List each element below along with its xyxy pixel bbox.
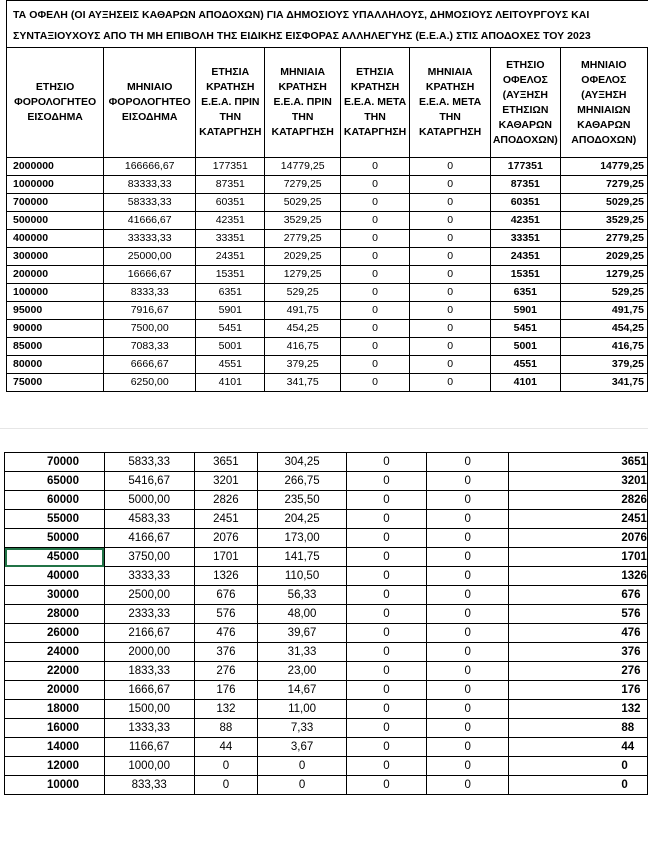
- table-row: [7, 194, 648, 212]
- table-cell[interactable]: 4583,33: [104, 510, 194, 529]
- table-cell[interactable]: 4101: [196, 374, 265, 392]
- table-cell[interactable]: 4166,67: [104, 529, 194, 548]
- table-cell[interactable]: 2500,00: [104, 586, 194, 605]
- table-cell[interactable]: 0: [340, 194, 409, 212]
- table-cell[interactable]: 24000: [5, 643, 105, 662]
- table-cell[interactable]: 304,25: [258, 453, 347, 472]
- table-row: [7, 212, 648, 230]
- table-cell[interactable]: 0: [410, 302, 491, 320]
- top-table-panel: [4, 0, 648, 410]
- table-cell[interactable]: 0: [427, 719, 509, 738]
- table-cell[interactable]: 90000: [7, 320, 104, 338]
- table-cell[interactable]: 491,75: [265, 302, 341, 320]
- table-row: [5, 662, 648, 681]
- table-cell[interactable]: 700000: [7, 194, 104, 212]
- table-cell[interactable]: 0: [346, 738, 426, 757]
- table-row: [5, 453, 648, 472]
- table-row: [5, 738, 648, 757]
- table-cell[interactable]: 11,00: [258, 700, 347, 719]
- table-cell[interactable]: 0: [427, 510, 509, 529]
- table-cell[interactable]: 0: [346, 662, 426, 681]
- table-cell[interactable]: 300000: [7, 248, 104, 266]
- table-cell[interactable]: 0: [509, 776, 648, 795]
- table-cell[interactable]: 341,75: [265, 374, 341, 392]
- table-cell[interactable]: 7279,25: [265, 176, 341, 194]
- table-body-bottom: [5, 453, 648, 795]
- table-cell[interactable]: 1326: [509, 567, 648, 586]
- table-row: [5, 491, 648, 510]
- table-cell[interactable]: 0: [410, 338, 491, 356]
- table-cell[interactable]: 5451: [196, 320, 265, 338]
- table-cell[interactable]: 0: [427, 548, 509, 567]
- table-row: [7, 302, 648, 320]
- table-cell[interactable]: 7,33: [258, 719, 347, 738]
- table-row: [7, 284, 648, 302]
- table-cell[interactable]: 5901: [196, 302, 265, 320]
- table-cell[interactable]: 3651: [194, 453, 258, 472]
- table-cell[interactable]: 0: [340, 284, 409, 302]
- table-cell[interactable]: 2076: [194, 529, 258, 548]
- table-body-top: [7, 158, 648, 392]
- benefits-table-bottom: [4, 452, 648, 795]
- table-cell[interactable]: 33351: [196, 230, 265, 248]
- table-row: [5, 529, 648, 548]
- table-cell[interactable]: 0: [346, 510, 426, 529]
- table-cell[interactable]: 416,75: [560, 338, 647, 356]
- table-cell[interactable]: 0: [410, 212, 491, 230]
- table-cell[interactable]: 0: [346, 605, 426, 624]
- table-cell[interactable]: 44: [194, 738, 258, 757]
- table-cell[interactable]: 5451: [491, 320, 561, 338]
- table-cell[interactable]: 83333,33: [104, 176, 196, 194]
- table-cell[interactable]: 39,67: [258, 624, 347, 643]
- column-header[interactable]: ΕΤΗΣΙΟ ΟΦΕΛΟΣ (ΑΥΞΗΣΗ ΕΤΗΣΙΩΝ ΚΑΘΑΡΩΝ ΑΠΟΔΟΧΩΝ): [491, 48, 561, 158]
- table-cell[interactable]: 75000: [7, 374, 104, 392]
- table-cell[interactable]: 491,75: [560, 302, 647, 320]
- table-cell[interactable]: 0: [410, 266, 491, 284]
- table-cell[interactable]: 58333,33: [104, 194, 196, 212]
- table-cell[interactable]: 0: [410, 176, 491, 194]
- column-header[interactable]: ΕΤΗΣΙΑ ΚΡΑΤΗΣΗ Ε.Ε.Α. ΠΡΙΝ ΤΗΝ ΚΑΤΑΡΓΗΣΗ: [196, 48, 265, 158]
- table-cell[interactable]: 0: [346, 529, 426, 548]
- table-cell[interactable]: 0: [410, 194, 491, 212]
- table-cell[interactable]: 5001: [491, 338, 561, 356]
- table-row: [5, 643, 648, 662]
- table-cell[interactable]: 379,25: [560, 356, 647, 374]
- table-cell[interactable]: 15351: [196, 266, 265, 284]
- table-cell[interactable]: 14779,25: [265, 158, 341, 176]
- table-cell[interactable]: 379,25: [265, 356, 341, 374]
- table-cell[interactable]: 0: [346, 548, 426, 567]
- table-row: [7, 230, 648, 248]
- table-cell[interactable]: 1279,25: [265, 266, 341, 284]
- table-cell[interactable]: 0: [427, 738, 509, 757]
- table-cell[interactable]: 0: [346, 681, 426, 700]
- page-title: [6, 0, 648, 48]
- table-row: [5, 776, 648, 795]
- table-cell[interactable]: 95000: [7, 302, 104, 320]
- table-cell[interactable]: 6666,67: [104, 356, 196, 374]
- table-cell[interactable]: 87351: [196, 176, 265, 194]
- table-cell[interactable]: 1326: [194, 567, 258, 586]
- table-cell[interactable]: 0: [427, 567, 509, 586]
- table-cell[interactable]: 10000: [5, 776, 105, 795]
- table-cell[interactable]: 1701: [509, 548, 648, 567]
- table-cell[interactable]: 177351: [196, 158, 265, 176]
- table-cell[interactable]: 60000: [5, 491, 105, 510]
- table-cell[interactable]: 0: [410, 284, 491, 302]
- table-cell[interactable]: 0: [410, 230, 491, 248]
- table-cell[interactable]: 235,50: [258, 491, 347, 510]
- header-row: [7, 48, 648, 158]
- table-row: [7, 356, 648, 374]
- table-cell[interactable]: 3651: [509, 453, 648, 472]
- table-cell[interactable]: 0: [340, 338, 409, 356]
- table-cell[interactable]: 20000: [5, 681, 105, 700]
- table-cell[interactable]: 4551: [491, 356, 561, 374]
- table-cell[interactable]: 85000: [7, 338, 104, 356]
- table-cell[interactable]: 3201: [194, 472, 258, 491]
- table-cell[interactable]: 0: [346, 472, 426, 491]
- table-cell[interactable]: 476: [509, 624, 648, 643]
- table-cell[interactable]: 529,25: [265, 284, 341, 302]
- table-cell[interactable]: 2000000: [7, 158, 104, 176]
- table-cell[interactable]: 2451: [509, 510, 648, 529]
- table-cell[interactable]: 33333,33: [104, 230, 196, 248]
- table-cell[interactable]: 400000: [7, 230, 104, 248]
- table-cell[interactable]: 0: [194, 757, 258, 776]
- table-cell[interactable]: 45000: [5, 548, 105, 567]
- table-cell[interactable]: 88: [194, 719, 258, 738]
- table-cell[interactable]: 166666,67: [104, 158, 196, 176]
- table-cell[interactable]: 529,25: [560, 284, 647, 302]
- table-cell[interactable]: 5833,33: [104, 453, 194, 472]
- table-row: [5, 700, 648, 719]
- table-cell[interactable]: 40000: [5, 567, 105, 586]
- table-cell[interactable]: 100000: [7, 284, 104, 302]
- table-cell[interactable]: 0: [427, 453, 509, 472]
- table-cell[interactable]: 676: [194, 586, 258, 605]
- benefits-table-top: [6, 47, 648, 392]
- table-row: [7, 248, 648, 266]
- table-cell[interactable]: 376: [194, 643, 258, 662]
- table-cell[interactable]: 0: [340, 374, 409, 392]
- table-row: [5, 757, 648, 776]
- table-cell[interactable]: 833,33: [104, 776, 194, 795]
- table-cell[interactable]: 173,00: [258, 529, 347, 548]
- table-cell[interactable]: 6351: [196, 284, 265, 302]
- table-cell[interactable]: 0: [340, 158, 409, 176]
- table-cell[interactable]: 14779,25: [560, 158, 647, 176]
- table-cell[interactable]: 576: [194, 605, 258, 624]
- table-cell[interactable]: 25000,00: [104, 248, 196, 266]
- table-cell[interactable]: 0: [509, 757, 648, 776]
- table-cell[interactable]: 7279,25: [560, 176, 647, 194]
- table-cell[interactable]: 3529,25: [560, 212, 647, 230]
- table-cell[interactable]: 454,25: [265, 320, 341, 338]
- table-cell[interactable]: 2451: [194, 510, 258, 529]
- table-cell[interactable]: 176: [194, 681, 258, 700]
- table-cell[interactable]: 7916,67: [104, 302, 196, 320]
- bottom-margin: [0, 852, 648, 864]
- table-cell[interactable]: 500000: [7, 212, 104, 230]
- table-row: [5, 586, 648, 605]
- table-cell[interactable]: 0: [410, 356, 491, 374]
- table-cell[interactable]: 132: [509, 700, 648, 719]
- table-cell[interactable]: 200000: [7, 266, 104, 284]
- divider: [0, 428, 648, 429]
- table-cell[interactable]: 110,50: [258, 567, 347, 586]
- table-cell[interactable]: 14000: [5, 738, 105, 757]
- table-cell[interactable]: 266,75: [258, 472, 347, 491]
- table-row: [5, 681, 648, 700]
- table-cell[interactable]: 55000: [5, 510, 105, 529]
- table-cell[interactable]: 4101: [491, 374, 561, 392]
- table-cell[interactable]: 2076: [509, 529, 648, 548]
- table-cell[interactable]: 18000: [5, 700, 105, 719]
- table-cell[interactable]: 0: [427, 605, 509, 624]
- table-cell[interactable]: 141,75: [258, 548, 347, 567]
- table-cell[interactable]: 416,75: [265, 338, 341, 356]
- table-cell[interactable]: 1279,25: [560, 266, 647, 284]
- column-header[interactable]: ΕΤΗΣΙΑ ΚΡΑΤΗΣΗ Ε.Ε.Α. ΜΕΤΑ ΤΗΝ ΚΑΤΑΡΓΗΣΗ: [340, 48, 409, 158]
- table-cell[interactable]: 0: [340, 302, 409, 320]
- table-cell[interactable]: 30000: [5, 586, 105, 605]
- table-cell[interactable]: 70000: [5, 453, 105, 472]
- table-cell[interactable]: 5029,25: [560, 194, 647, 212]
- bottom-table-panel: [4, 452, 648, 852]
- table-cell[interactable]: 0: [427, 662, 509, 681]
- table-row: [5, 624, 648, 643]
- table-cell[interactable]: 3,67: [258, 738, 347, 757]
- table-row: [5, 605, 648, 624]
- table-row: [7, 176, 648, 194]
- table-cell[interactable]: 1000000: [7, 176, 104, 194]
- table-cell[interactable]: 0: [427, 700, 509, 719]
- table-cell[interactable]: 0: [427, 757, 509, 776]
- table-cell[interactable]: 0: [346, 586, 426, 605]
- table-cell[interactable]: 0: [194, 776, 258, 795]
- table-cell[interactable]: 65000: [5, 472, 105, 491]
- table-cell[interactable]: 0: [410, 320, 491, 338]
- table-cell[interactable]: 15351: [491, 266, 561, 284]
- table-cell[interactable]: 0: [346, 757, 426, 776]
- table-cell[interactable]: 0: [410, 158, 491, 176]
- table-cell[interactable]: 276: [509, 662, 648, 681]
- table-row: [5, 548, 648, 567]
- table-cell[interactable]: 376: [509, 643, 648, 662]
- table-cell[interactable]: 5029,25: [265, 194, 341, 212]
- table-cell[interactable]: 0: [258, 757, 347, 776]
- table-row: [7, 320, 648, 338]
- table-cell[interactable]: 5001: [196, 338, 265, 356]
- table-cell[interactable]: 0: [340, 320, 409, 338]
- table-cell[interactable]: 2029,25: [560, 248, 647, 266]
- table-cell[interactable]: 1500,00: [104, 700, 194, 719]
- table-cell[interactable]: 276: [194, 662, 258, 681]
- table-cell[interactable]: 0: [427, 624, 509, 643]
- table-cell[interactable]: 204,25: [258, 510, 347, 529]
- column-header[interactable]: ΕΤΗΣΙΟ ΦΟΡΟΛΟΓΗΤΕΟ ΕΙΣΟΔΗΜΑ: [7, 48, 104, 158]
- table-row: [5, 472, 648, 491]
- table-cell[interactable]: 2029,25: [265, 248, 341, 266]
- table-cell[interactable]: 476: [194, 624, 258, 643]
- table-row: [5, 510, 648, 529]
- column-header[interactable]: ΜΗΝΙΑΙΑ ΚΡΑΤΗΣΗ Ε.Ε.Α. ΠΡΙΝ ΤΗΝ ΚΑΤΑΡΓΗΣΗ: [265, 48, 341, 158]
- table-cell[interactable]: 6351: [491, 284, 561, 302]
- table-cell[interactable]: 0: [346, 776, 426, 795]
- table-cell[interactable]: 0: [340, 230, 409, 248]
- table-cell[interactable]: 341,75: [560, 374, 647, 392]
- table-cell[interactable]: 56,33: [258, 586, 347, 605]
- table-cell[interactable]: 4551: [196, 356, 265, 374]
- column-header[interactable]: ΜΗΝΙΑΙΟ ΦΟΡΟΛΟΓΗΤΕΟ ΕΙΣΟΔΗΜΑ: [104, 48, 196, 158]
- table-cell[interactable]: 0: [346, 453, 426, 472]
- table-cell[interactable]: 50000: [5, 529, 105, 548]
- table-cell[interactable]: 60351: [196, 194, 265, 212]
- column-header[interactable]: ΜΗΝΙΑΙΑ ΚΡΑΤΗΣΗ Ε.Ε.Α. ΜΕΤΑ ΤΗΝ ΚΑΤΑΡΓΗΣΗ: [410, 48, 491, 158]
- table-cell[interactable]: 1833,33: [104, 662, 194, 681]
- table-cell[interactable]: 0: [410, 374, 491, 392]
- table-cell[interactable]: 0: [340, 266, 409, 284]
- screenshot-gap: [0, 410, 648, 452]
- table-cell[interactable]: 28000: [5, 605, 105, 624]
- table-cell[interactable]: 0: [346, 491, 426, 510]
- table-cell[interactable]: 0: [427, 586, 509, 605]
- table-cell[interactable]: 1333,33: [104, 719, 194, 738]
- table-cell[interactable]: 2000,00: [104, 643, 194, 662]
- table-cell[interactable]: 177351: [491, 158, 561, 176]
- table-cell[interactable]: 0: [346, 700, 426, 719]
- table-cell[interactable]: 14,67: [258, 681, 347, 700]
- column-header[interactable]: ΜΗΝΙΑΙΟ ΟΦΕΛΟΣ (ΑΥΞΗΣΗ ΜΗΝΙΑΙΩΝ ΚΑΘΑΡΩΝ ΑΠΟΔΟΧΩΝ): [560, 48, 647, 158]
- table-cell[interactable]: 454,25: [560, 320, 647, 338]
- table-cell[interactable]: 48,00: [258, 605, 347, 624]
- table-cell[interactable]: 3529,25: [265, 212, 341, 230]
- table-cell[interactable]: 1000,00: [104, 757, 194, 776]
- table-cell[interactable]: 0: [346, 624, 426, 643]
- table-cell[interactable]: 0: [340, 212, 409, 230]
- table-cell[interactable]: 7500,00: [104, 320, 196, 338]
- table-cell[interactable]: 0: [427, 643, 509, 662]
- table-cell[interactable]: 2779,25: [265, 230, 341, 248]
- table-cell[interactable]: 33351: [491, 230, 561, 248]
- table-cell[interactable]: 0: [427, 776, 509, 795]
- table-cell[interactable]: 31,33: [258, 643, 347, 662]
- table-cell[interactable]: 2333,33: [104, 605, 194, 624]
- table-cell[interactable]: 0: [340, 356, 409, 374]
- table-cell[interactable]: 2779,25: [560, 230, 647, 248]
- table-cell[interactable]: 6250,00: [104, 374, 196, 392]
- title-line-1: ΤΑ ΟΦΕΛΗ (ΟΙ ΑΥΞΗΣΕΙΣ ΚΑΘΑΡΩΝ ΑΠΟΔΟΧΩΝ) ΓΙΑ ΔΗΜΟΣΙΟΥΣ ΥΠΑΛΛΗΛΟΥΣ, ΔΗΜΟΣΙΟΥΣ ΛΕΙΤΟΥΡΓΟΥΣ ΚΑΙ: [13, 9, 590, 21]
- table-cell[interactable]: 41666,67: [104, 212, 196, 230]
- table-cell[interactable]: 0: [346, 567, 426, 586]
- table-cell[interactable]: 16000: [5, 719, 105, 738]
- table-cell[interactable]: 3201: [509, 472, 648, 491]
- table-cell[interactable]: 0: [427, 472, 509, 491]
- table-row: [5, 719, 648, 738]
- table-cell[interactable]: 7083,33: [104, 338, 196, 356]
- table-cell[interactable]: 0: [346, 719, 426, 738]
- table-cell[interactable]: 80000: [7, 356, 104, 374]
- table-cell[interactable]: 5901: [491, 302, 561, 320]
- table-cell[interactable]: 8333,33: [104, 284, 196, 302]
- table-cell[interactable]: 23,00: [258, 662, 347, 681]
- table-cell[interactable]: 576: [509, 605, 648, 624]
- table-row: [7, 158, 648, 176]
- table-cell[interactable]: 24351: [196, 248, 265, 266]
- table-cell[interactable]: 88: [509, 719, 648, 738]
- table-cell[interactable]: 5000,00: [104, 491, 194, 510]
- table-row: [5, 567, 648, 586]
- table-cell[interactable]: 176: [509, 681, 648, 700]
- table-cell[interactable]: 0: [427, 681, 509, 700]
- table-cell[interactable]: 0: [346, 643, 426, 662]
- table-cell[interactable]: 12000: [5, 757, 105, 776]
- table-cell[interactable]: 42351: [196, 212, 265, 230]
- table-cell[interactable]: 60351: [491, 194, 561, 212]
- table-cell[interactable]: 0: [340, 248, 409, 266]
- table-cell[interactable]: 42351: [491, 212, 561, 230]
- table-cell[interactable]: 3333,33: [104, 567, 194, 586]
- table-cell[interactable]: 5416,67: [104, 472, 194, 491]
- table-cell[interactable]: 0: [427, 491, 509, 510]
- table-cell[interactable]: 44: [509, 738, 648, 757]
- title-line-2: ΣΥΝΤΑΞΙΟΥΧΟΥΣ ΑΠΟ ΤΗ ΜΗ ΕΠΙΒΟΛΗ ΤΗΣ ΕΙΔΙΚΗΣ ΕΙΣΦΟΡΑΣ ΑΛΛΗΛΕΓΥΗΣ (Ε.Ε.Α.) ΣΤΙΣ ΑΠΟΔΟΧΕΣ ΤΟΥ 2023: [13, 30, 591, 42]
- table-cell[interactable]: 676: [509, 586, 648, 605]
- table-cell[interactable]: 22000: [5, 662, 105, 681]
- table-cell[interactable]: 3750,00: [104, 548, 194, 567]
- table-cell[interactable]: 0: [340, 176, 409, 194]
- table-cell[interactable]: 0: [427, 529, 509, 548]
- table-cell[interactable]: 2166,67: [104, 624, 194, 643]
- table-row: [7, 266, 648, 284]
- table-row: [7, 338, 648, 356]
- table-cell[interactable]: 1166,67: [104, 738, 194, 757]
- table-cell[interactable]: 24351: [491, 248, 561, 266]
- table-cell[interactable]: 0: [258, 776, 347, 795]
- table-cell[interactable]: 1666,67: [104, 681, 194, 700]
- table-cell[interactable]: 132: [194, 700, 258, 719]
- table-row: [7, 374, 648, 392]
- table-cell[interactable]: 0: [410, 248, 491, 266]
- table-cell[interactable]: 2826: [509, 491, 648, 510]
- table-cell[interactable]: 16666,67: [104, 266, 196, 284]
- table-cell[interactable]: 2826: [194, 491, 258, 510]
- table-cell[interactable]: 1701: [194, 548, 258, 567]
- table-cell[interactable]: 87351: [491, 176, 561, 194]
- table-cell[interactable]: 26000: [5, 624, 105, 643]
